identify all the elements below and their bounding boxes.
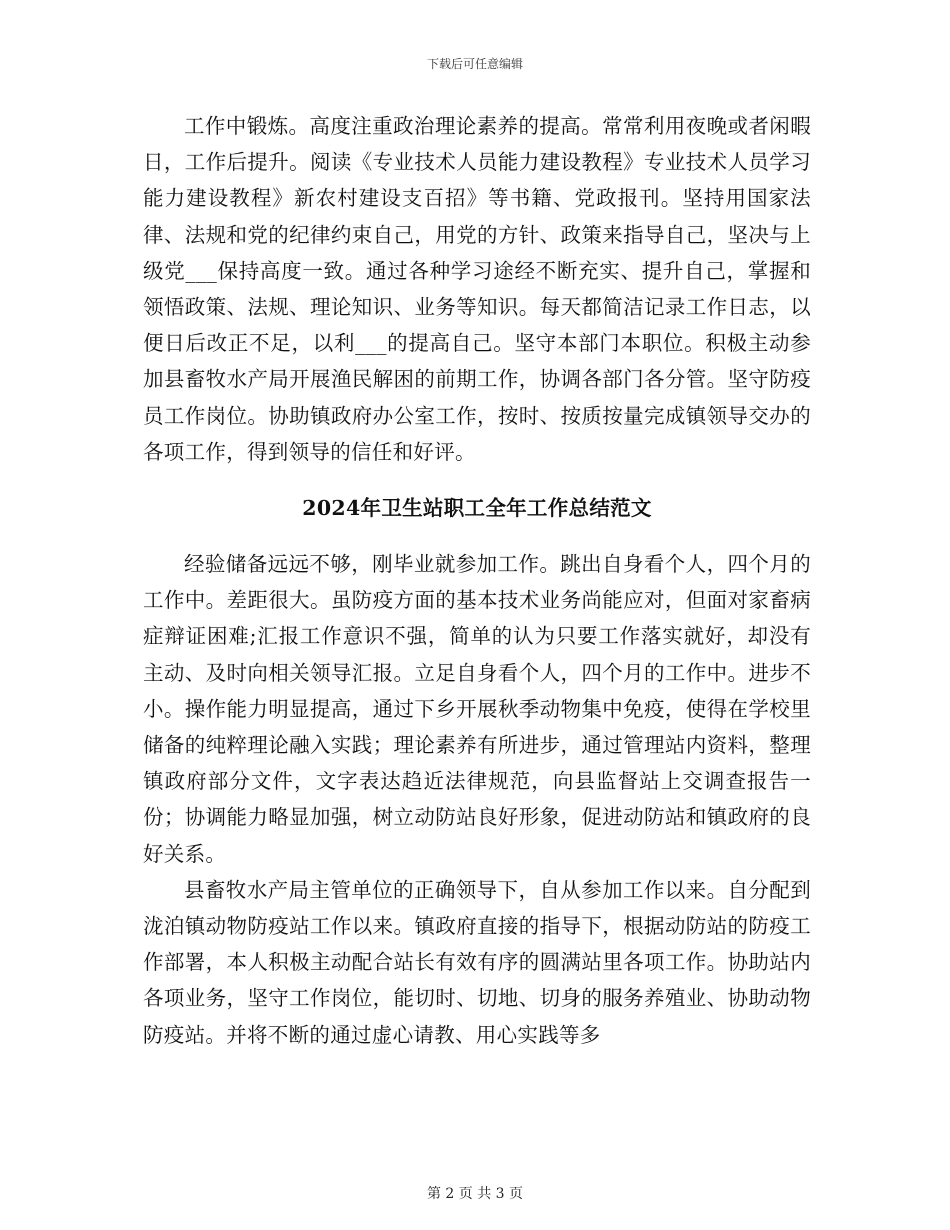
section-title: 2024年卫生站职工全年工作总结范文 xyxy=(302,496,652,521)
page-footer: 第 2 页 共 3 页 xyxy=(426,1186,524,1202)
body-paragraph: 工作中锻炼。高度注重政治理论素养的提高。常常利用夜晚或者闲暇日，工作后提升。阅读《专业技术人员能力建设教程》专业技术人员学习能力建设教程》新农村建设支百招》等书籍、党政报刊。坚持用国家法律、法规和党的纪律约束自己，用党的方针、政策来指导自己，坚决与上级党___保持高度一致。通过各种学习途经不断充实、提升自己，掌握和领悟政策、法规、理论知识、业务等知识。每天都简洁记录工作日志，以便日后改正不足，以利___的提高自己。坚守本部门本职位。积极主动参加县畜牧水产局开展渔民解困的前期工作，协调各部门各分管。坚守防疫员工作岗位。协助镇政府办公室工作，按时、按质按量完成镇领导交办的各项工作，得到领导的信任和好评。 xyxy=(143,114,811,464)
page-header: 下载后可任意编辑 xyxy=(426,57,523,71)
document-body xyxy=(143,108,811,1053)
body-paragraph: 经验储备远远不够，刚毕业就参加工作。跳出自身看个人，四个月的工作中。差距很大。虽防疫方面的基本技术业务尚能应对，但面对家畜病症辩证困难;汇报工作意识不强，简单的认为只要工作落实就好，却没有主动、及时向相关领导汇报。立足自身看个人，四个月的工作中。进步不小。操作能力明显提高，通过下乡开展秋季动物集中免疫，使得在学校里储备的纯粹理论融入实践；理论素养有所进步，通过管理站内资料，整理镇政府部分文件，文字表达趋近法律规范，向县监督站上交调查报告一份；协调能力略显加强，树立动防站良好形象，促进动防站和镇政府的良好关系。 xyxy=(143,552,811,866)
body-paragraph: 县畜牧水产局主管单位的正确领导下，自从参加工作以来。自分配到泷泊镇动物防疫站工作以来。镇政府直接的指导下，根据动防站的防疫工作部署，本人积极主动配合站长有效有序的圆满站里各项工作。协助站内各项业务，坚守工作岗位，能切时、切地、切身的服务养殖业、协助动物防疫站。并将不断的通过虚心请教、用心实践等多 xyxy=(143,877,811,1047)
